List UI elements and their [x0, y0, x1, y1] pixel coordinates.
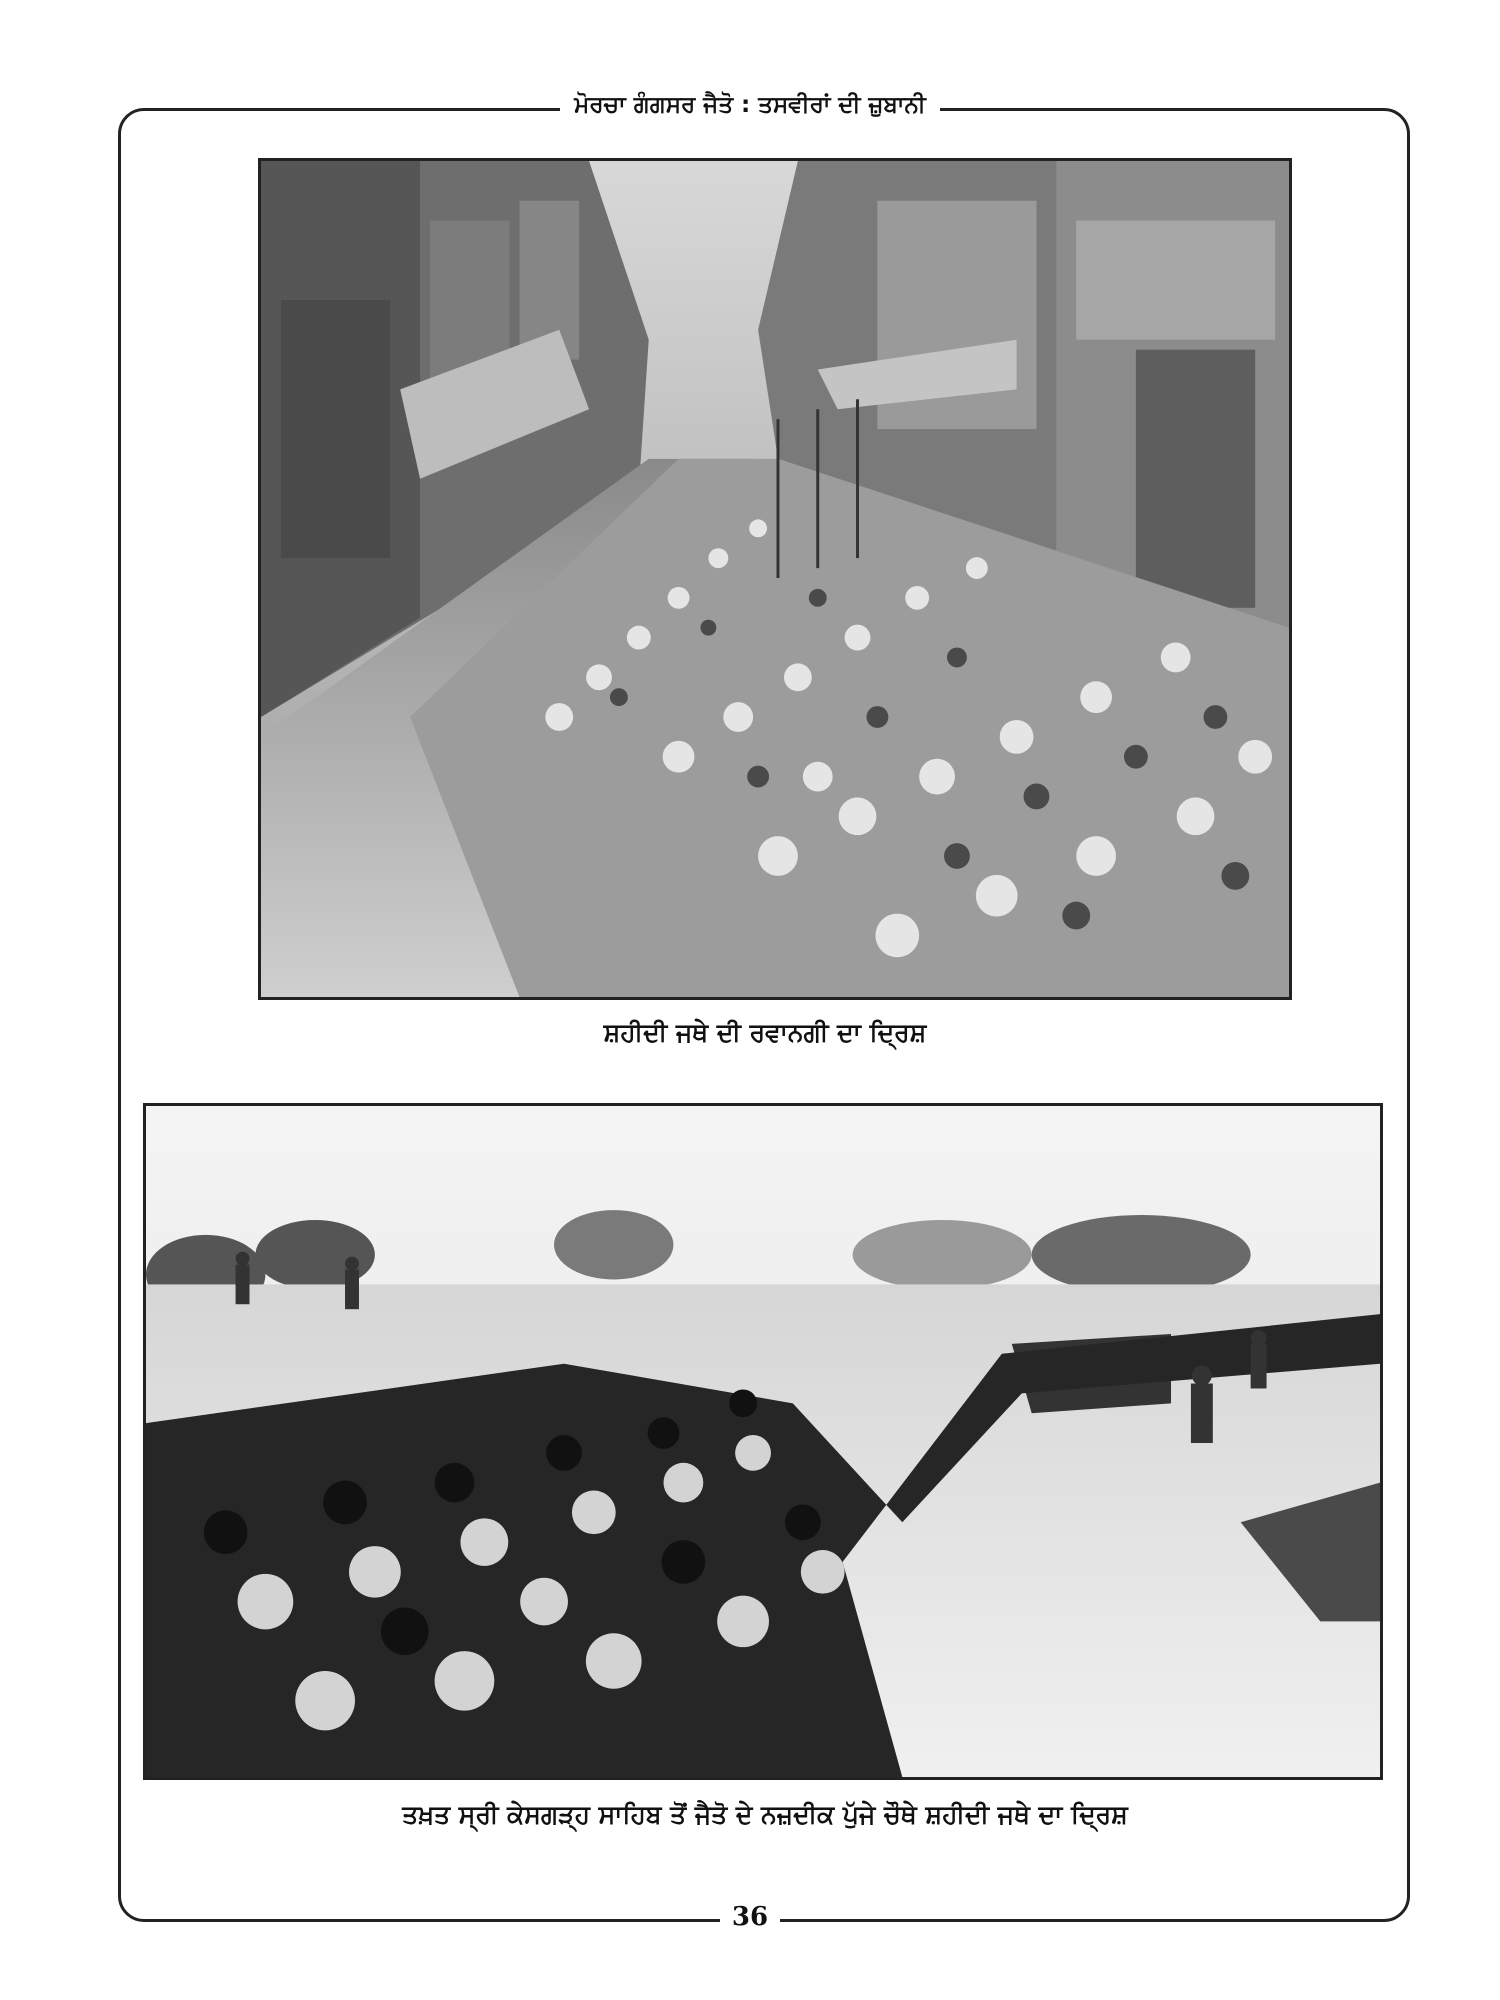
page-number-text: 36 — [720, 1902, 780, 1932]
street-procession-illustration — [261, 161, 1289, 997]
photo-street-procession — [258, 158, 1292, 1000]
running-title — [0, 92, 1500, 118]
page-number — [0, 1902, 1500, 1932]
marching-jatha-illustration — [146, 1106, 1380, 1777]
caption-photo-1: ਸ਼ਹੀਦੀ ਜਥੇ ਦੀ ਰਵਾਨਗੀ ਦਾ ਦ੍ਰਿਸ਼ — [603, 1018, 927, 1047]
photo-marching-jatha — [143, 1103, 1383, 1780]
caption-photo-2: ਤਖ਼ਤ ਸ੍ਰੀ ਕੇਸਗੜ੍ਹ ਸਾਹਿਬ ਤੋਂ ਜੈਤੋ ਦੇ ਨਜ਼ਦੀਕ ਪੁੱਜੇ ਚੌਥੇ ਸ਼ਹੀਦੀ ਜਥੇ ਦਾ ਦ੍ਰਿਸ਼ — [402, 1800, 1128, 1829]
running-title-text: ਮੋਰਚਾ ਗੰਗਸਰ ਜੈਤੋ : ਤਸਵੀਰਾਂ ਦੀ ਜ਼ੁਬਾਨੀ — [560, 92, 940, 118]
